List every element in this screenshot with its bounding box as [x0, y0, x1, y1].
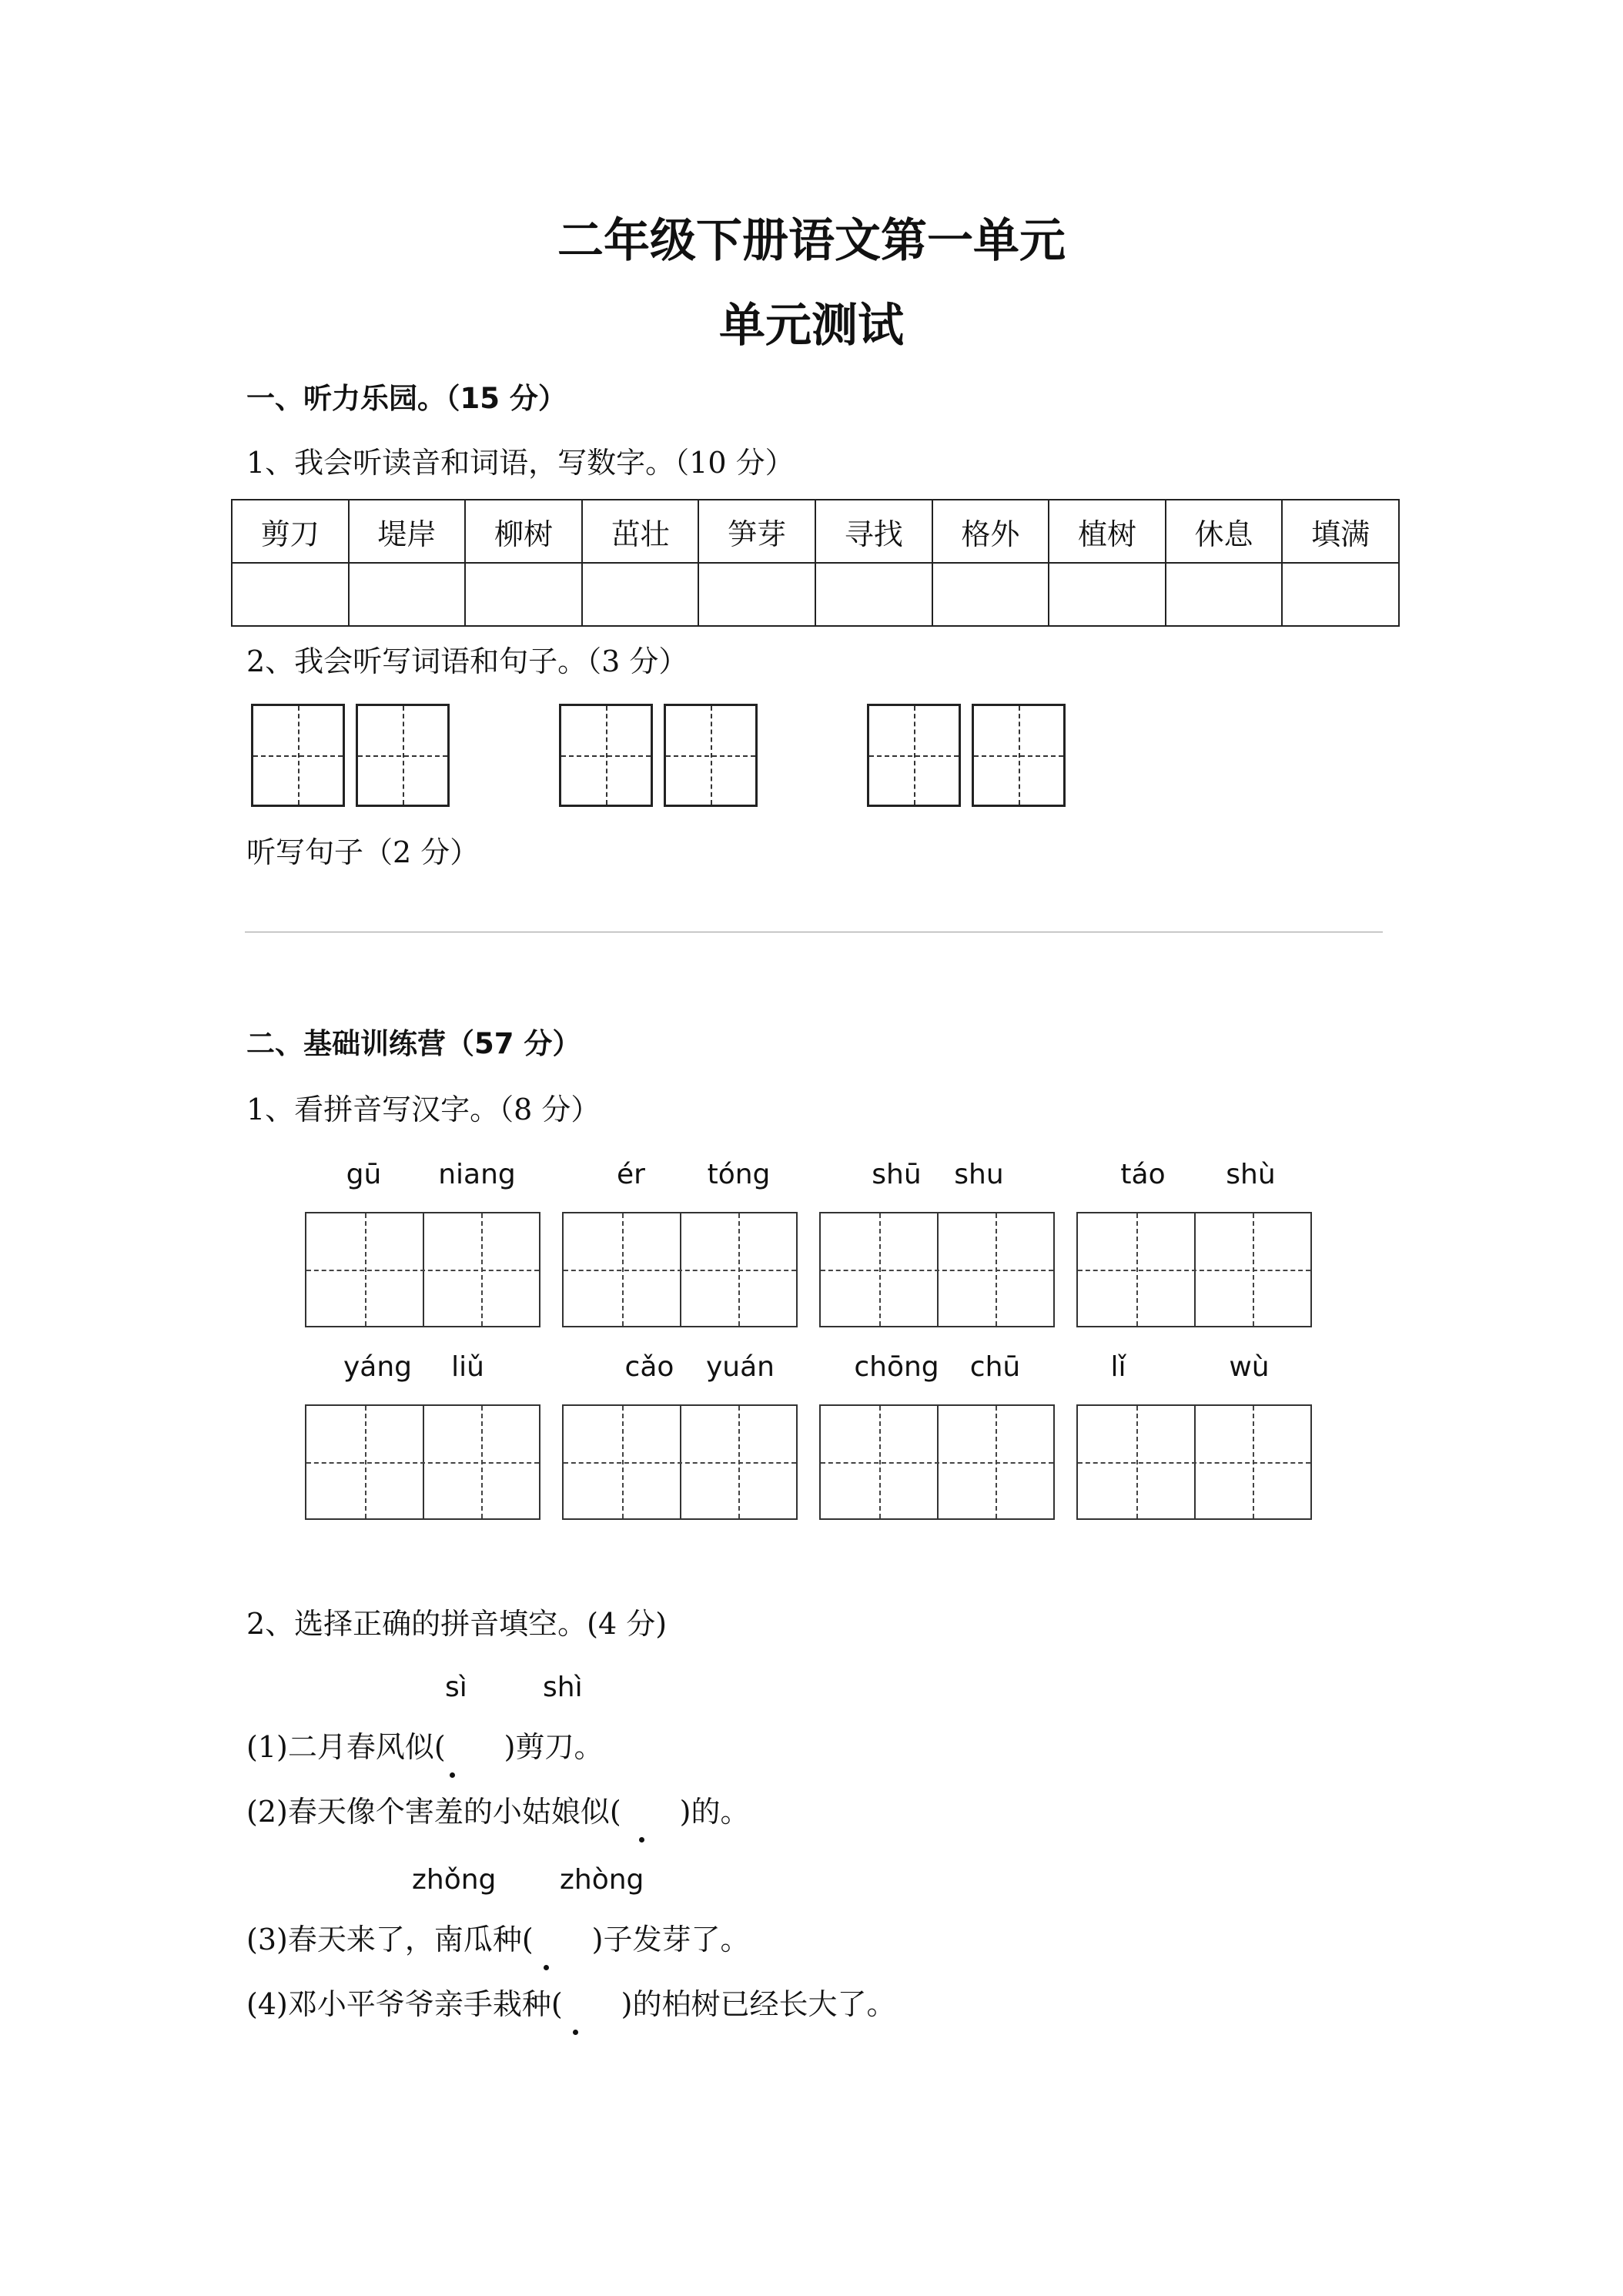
pinyin-choice: sì: [445, 1672, 467, 1703]
answer-cell[interactable]: [349, 563, 466, 626]
word-cell: 柳树: [465, 500, 582, 563]
writing-grid-pair[interactable]: [305, 1404, 540, 1520]
question-2-2: 2、选择正确的拼音填空。(4 分): [246, 1607, 668, 1641]
pinyin-label: gū: [346, 1159, 382, 1190]
writing-grid-box[interactable]: [559, 704, 653, 807]
fill-sentence-4: (4)邓小平爷爷亲手栽种( )的柏树已经长大了。: [246, 1987, 896, 2021]
pinyin-label: lǐ: [1110, 1351, 1126, 1383]
word-row: [232, 500, 1399, 563]
fill-sentence-2: (2)春天像个害羞的小姑娘似( )的。: [246, 1795, 750, 1829]
emphasis-dot: [450, 1772, 455, 1778]
word-cell: 植树: [1049, 500, 1166, 563]
answer-cell[interactable]: [465, 563, 582, 626]
writing-grid-box[interactable]: [972, 704, 1066, 807]
emphasis-dot: [573, 2030, 578, 2035]
answer-cell[interactable]: [815, 563, 932, 626]
word-cell: 剪刀: [232, 500, 349, 563]
word-cell: 茁壮: [582, 500, 699, 563]
answer-row: [232, 563, 1399, 626]
word-cell: 休息: [1166, 500, 1283, 563]
word-cell: 格外: [932, 500, 1049, 563]
pinyin-label: tóng: [707, 1159, 771, 1190]
fill-sentence-1: (1)二月春风似( )剪刀。: [246, 1730, 604, 1764]
pinyin-label: chū: [969, 1351, 1021, 1383]
pinyin-label: shū: [872, 1159, 922, 1190]
writing-grid-pair[interactable]: [562, 1212, 798, 1327]
emphasis-dot: [639, 1837, 644, 1842]
pinyin-label: shu: [954, 1159, 1004, 1190]
writing-grid-pair[interactable]: [1076, 1404, 1312, 1520]
question-1-1: 1、我会听读音和词语，写数字。（10 分）: [246, 446, 795, 480]
page-subtitle: 单元测试: [719, 299, 904, 353]
answer-cell[interactable]: [1049, 563, 1166, 626]
question-2-1: 1、看拼音写汉字。（8 分）: [246, 1093, 601, 1126]
section-1-heading: 一、听力乐园。（15 分）: [246, 382, 567, 415]
sentence-dictation-label: 听写句子（2 分）: [246, 835, 480, 869]
pinyin-label: yuán: [706, 1351, 775, 1383]
writing-grid-pair[interactable]: [819, 1404, 1055, 1520]
writing-grid-pair[interactable]: [819, 1212, 1055, 1327]
answer-cell[interactable]: [698, 563, 815, 626]
pinyin-label: cǎo: [624, 1351, 674, 1383]
word-cell: 笋芽: [698, 500, 815, 563]
answer-cell[interactable]: [232, 563, 349, 626]
pinyin-label: wù: [1229, 1351, 1270, 1383]
writing-grid-pair[interactable]: [305, 1212, 540, 1327]
word-cell: 堤岸: [349, 500, 466, 563]
pinyin-label: yáng: [343, 1351, 413, 1383]
pinyin-label: chōng: [854, 1351, 939, 1383]
word-cell: 填满: [1282, 500, 1399, 563]
fill-sentence-3: (3)春天来了，南瓜种( )子发芽了。: [246, 1923, 750, 1956]
pinyin-choice: shì: [543, 1672, 583, 1703]
pinyin-label: liǔ: [451, 1351, 484, 1383]
question-1-2: 2、我会听写词语和句子。（3 分）: [246, 644, 688, 678]
writing-grid-box[interactable]: [867, 704, 961, 807]
writing-grid-box[interactable]: [251, 704, 345, 807]
pinyin-choice: zhǒng: [412, 1864, 497, 1896]
writing-grid-pair[interactable]: [562, 1404, 798, 1520]
emphasis-dot: [544, 1965, 549, 1970]
pinyin-label: shù: [1226, 1159, 1276, 1190]
pinyin-label: táo: [1120, 1159, 1166, 1190]
pinyin-label: ér: [617, 1159, 645, 1190]
writing-grid-pair[interactable]: [1076, 1212, 1312, 1327]
pinyin-label: niang: [438, 1159, 516, 1190]
answer-cell[interactable]: [1166, 563, 1283, 626]
word-cell: 寻找: [815, 500, 932, 563]
section-2-heading: 二、基础训练营（57 分）: [246, 1027, 581, 1060]
writing-grid-box[interactable]: [356, 704, 450, 807]
page-title: 二年级下册语文第一单元: [557, 214, 1066, 268]
answer-cell[interactable]: [932, 563, 1049, 626]
word-table: [231, 499, 1400, 627]
writing-grid-box[interactable]: [664, 704, 758, 807]
pinyin-choice: zhòng: [560, 1864, 644, 1896]
answer-cell[interactable]: [582, 563, 699, 626]
answer-cell[interactable]: [1282, 563, 1399, 626]
